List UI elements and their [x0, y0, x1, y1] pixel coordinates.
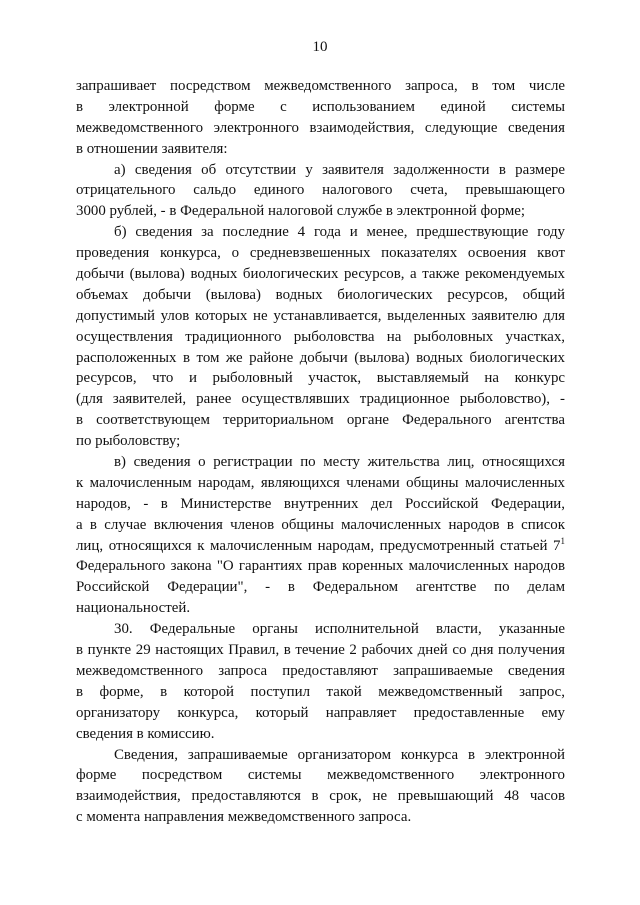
- text-line: [76, 264, 565, 285]
- text-line: [76, 536, 565, 557]
- text-line-content: Федерального закона "О гарантиях прав коренных малочисленных народов: [76, 558, 565, 575]
- text-line: [76, 556, 565, 577]
- text-line-content: народов, - в Министерстве внутренних дел Российской Федерации,: [76, 495, 565, 512]
- text-line-content: лиц, относящихся к малочисленным народам, предусмотренный статьей 7: [76, 537, 561, 554]
- text-line: [76, 577, 565, 598]
- text-line-content: в отношении заявителя:: [76, 140, 228, 157]
- text-line: [76, 640, 565, 661]
- text-line-content: осуществления традиционного рыболовства на рыболовных участках,: [76, 328, 565, 345]
- text-line: [76, 139, 565, 160]
- text-line-content: в пункте 29 настоящих Правил, в течение 2 рабочих дней со дня получения: [76, 642, 565, 659]
- text-line: [76, 431, 565, 452]
- text-line: [76, 306, 565, 327]
- text-line-content: б) сведения за последние 4 года и менее, предшествующие году: [114, 224, 565, 241]
- text-line: [76, 348, 565, 369]
- text-line: [76, 724, 565, 745]
- text-line-content: взаимодействия, предоставляются в срок, не превышающий 48 часов: [76, 788, 565, 805]
- text-line: [76, 494, 565, 515]
- page-number: 10: [312, 39, 328, 55]
- text-line-content: ресурсов, что и рыболовный участок, выставляемый на конкурс: [76, 370, 565, 387]
- text-line-content: 3000 рублей, - в Федеральной налоговой службе в электронной форме;: [76, 203, 525, 220]
- text-line-content: 30. Федеральные органы исполнительной власти, указанные: [114, 621, 565, 638]
- text-line: [76, 327, 565, 348]
- text-line-content: допустимый улов которых не устанавливается, выделенных заявителю для: [76, 307, 565, 324]
- text-line: [76, 661, 565, 682]
- text-line: [76, 160, 565, 181]
- text-line: [76, 201, 565, 222]
- text-line-content: по рыболовству;: [76, 433, 181, 450]
- text-line-content: межведомственного запроса предоставляют запрашиваемые сведения: [76, 662, 565, 679]
- text-line-content: в соответствующем территориальном органе Федерального агентства: [76, 412, 565, 429]
- text-line: [76, 452, 565, 473]
- text-line-content: а) сведения об отсутствии у заявителя задолженности в размере: [114, 161, 565, 178]
- text-line-content: Сведения, запрашиваемые организатором конкурса в электронной: [114, 746, 565, 763]
- text-line: [76, 222, 565, 243]
- text-line-content: Российской Федерации", - в Федеральном агентстве по делам: [76, 579, 565, 596]
- text-line: [76, 243, 565, 264]
- document-body: [76, 76, 565, 828]
- text-line: [76, 619, 565, 640]
- text-line-content: а в случае включения членов общины малочисленных народов в список: [76, 516, 565, 533]
- text-line: [76, 389, 565, 410]
- text-line: [76, 745, 565, 766]
- text-line-content: (для заявителей, ранее осуществлявших традиционное рыболовство), -: [76, 391, 565, 408]
- text-line-content: добычи (вылова) водных биологических ресурсов, а также рекомендуемых: [76, 266, 565, 283]
- text-line: [76, 682, 565, 703]
- text-line: [76, 180, 565, 201]
- text-line: [76, 97, 565, 118]
- text-line: [76, 118, 565, 139]
- text-line-content: расположенных в том же районе добычи (вылова) водных биологических: [76, 349, 565, 366]
- text-line-content: форме посредством системы межведомственного электронного: [76, 767, 565, 784]
- text-line: [76, 76, 565, 97]
- text-line-content: в) сведения о регистрации по месту жительства лиц, относящихся: [114, 454, 565, 471]
- text-line-content: межведомственного электронного взаимодействия, следующие сведения: [76, 119, 565, 136]
- footnote-superscript: 1: [560, 535, 565, 546]
- text-line-content: запрашивает посредством межведомственного запроса, в том числе: [76, 78, 565, 94]
- text-line: [76, 285, 565, 306]
- text-line-content: в форме, в которой поступил такой межведомственный запрос,: [76, 683, 565, 700]
- text-line-content: национальностей.: [76, 600, 191, 617]
- text-line: [76, 473, 565, 494]
- text-line-content: объемах добычи (вылова) водных биологических ресурсов, общий: [76, 286, 565, 303]
- text-line: [76, 515, 565, 536]
- text-line-content: сведения в комиссию.: [76, 725, 215, 742]
- text-line-content: организатору конкурса, который направляет предоставленные ему: [76, 704, 565, 721]
- text-line-content: с момента направления межведомственного запроса.: [76, 809, 412, 826]
- text-line-content: в электронной форме с использованием единой системы: [76, 98, 565, 115]
- text-line-content: к малочисленным народам, являющихся членами общины малочисленных: [76, 474, 565, 491]
- text-line: [76, 786, 565, 807]
- text-line: [76, 807, 565, 828]
- text-line: [76, 368, 565, 389]
- text-line: [76, 765, 565, 786]
- text-line-content: проведения конкурса, о средневзвешенных показателях освоения квот: [76, 245, 565, 262]
- text-line: [76, 703, 565, 724]
- text-line-content: отрицательного сальдо единого налогового счета, превышающего: [76, 182, 565, 199]
- text-line: [76, 598, 565, 619]
- text-line: [76, 410, 565, 431]
